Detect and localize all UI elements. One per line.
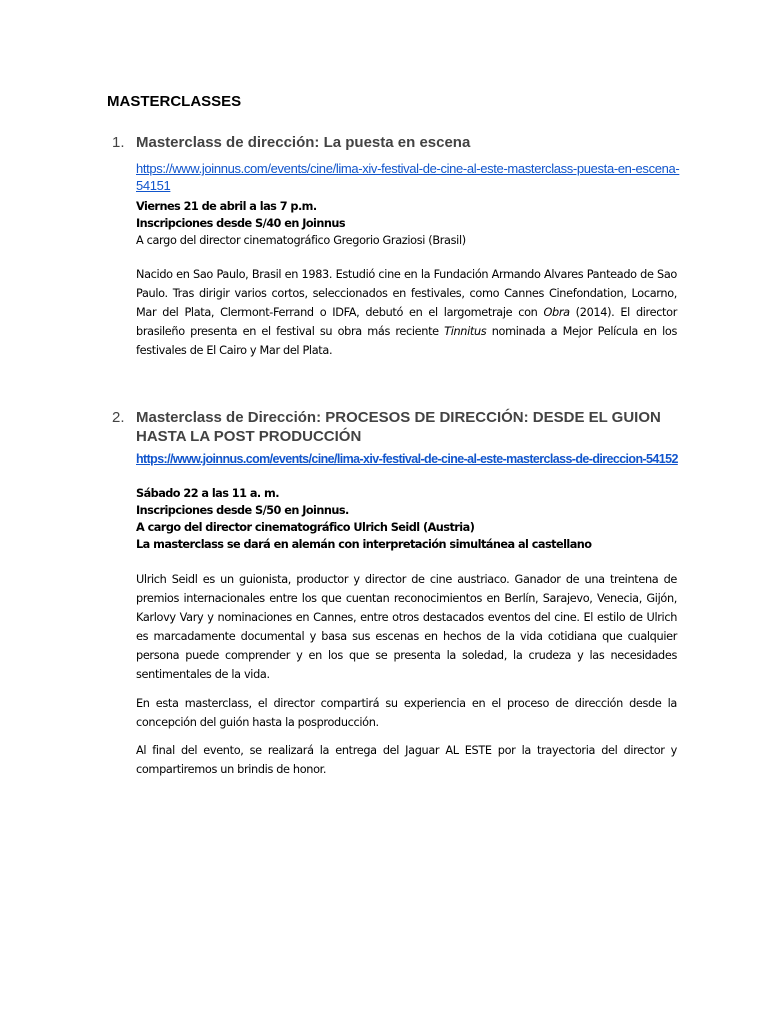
item-1-title: Masterclass de dirección: La puesta en escena [136, 134, 471, 151]
item-2-number: 2. [112, 409, 125, 426]
item-2-masterclass-paragraph: En esta masterclass, el director compartirá su experiencia en el proceso de dirección desde la concepción del guión hasta la posproducción. [136, 697, 677, 729]
film-title-obra: Obra [543, 306, 570, 319]
item-2-date: Sábado 22 a las 11 a. m. [136, 487, 279, 500]
item-2-price: Inscripciones desde S/50 en Joinnus. [136, 504, 349, 517]
item-2-director: A cargo del director cinematográfico Ulrich Seidl (Austria) [136, 521, 475, 534]
item-2-closing-paragraph: Al final del evento, se realizará la entrega del Jaguar AL ESTE por la trayectoria del director y compartiremos un brindis de honor. [136, 744, 677, 776]
item-1-event-link[interactable]: https://www.joinnus.com/events/cine/lima-xiv-festival-de-cine-al-este-masterclass-puesta-en-escena-54151 [136, 161, 680, 193]
item-2-language-note: La masterclass se dará en alemán con interpretación simultánea al castellano [136, 538, 592, 551]
item-2-bio-paragraph: Ulrich Seidl es un guionista, productor y director de cine austriaco. Ganador de una treintena de premios internacionales entre los que cuentan reconocimientos en Berlín, Sarajevo, Venecia, Gijón, Karlovy Vary y nominaciones en Cannes, entre otros destacados eventos del cine. El estilo de Ulrich es marcadamente documental y basa sus escenas en hechos de la vida cotidiana que cualquier persona puede comprender y en los que se presenta la soledad, la crudeza y las necesidades sentimentales de la vida. [136, 573, 677, 681]
item-1-price: Inscripciones desde S/40 en Joinnus [136, 217, 346, 230]
page-heading: MASTERCLASSES [107, 93, 242, 110]
item-2-title: Masterclass de Dirección: PROCESOS DE DIRECCIÓN: DESDE EL GUION HASTA LA POST PRODUCCIÓN [136, 409, 661, 445]
item-2-event-link[interactable]: https://www.joinnus.com/events/cine/lima-xiv-festival-de-cine-al-este-masterclass-de-direccion-54152 [136, 452, 678, 466]
film-title-tinnitus: Tinnitus [444, 325, 487, 338]
item-1-date: Viernes 21 de abril a las 7 p.m. [136, 200, 317, 213]
item-1-bio-paragraph: Nacido en Sao Paulo, Brasil en 1983. Estudió cine en la Fundación Armando Alvares Panteado de Sao Paulo. Tras dirigir varios cortos, seleccionados en festivales, como Cannes Cinefondation, Locarno, Mar del Plata, Clermont-Ferrand o IDFA, debutó en el largometraje con Obra (2014). El director brasileño presenta en el festival su obra más reciente Tinnitus nominada a Mejor Película en los festivales de El Cairo y Mar del Plata. [136, 268, 677, 357]
item-1-director: A cargo del director cinematográfico Gregorio Graziosi (Brasil) [136, 234, 466, 247]
item-1-number: 1. [112, 134, 125, 151]
